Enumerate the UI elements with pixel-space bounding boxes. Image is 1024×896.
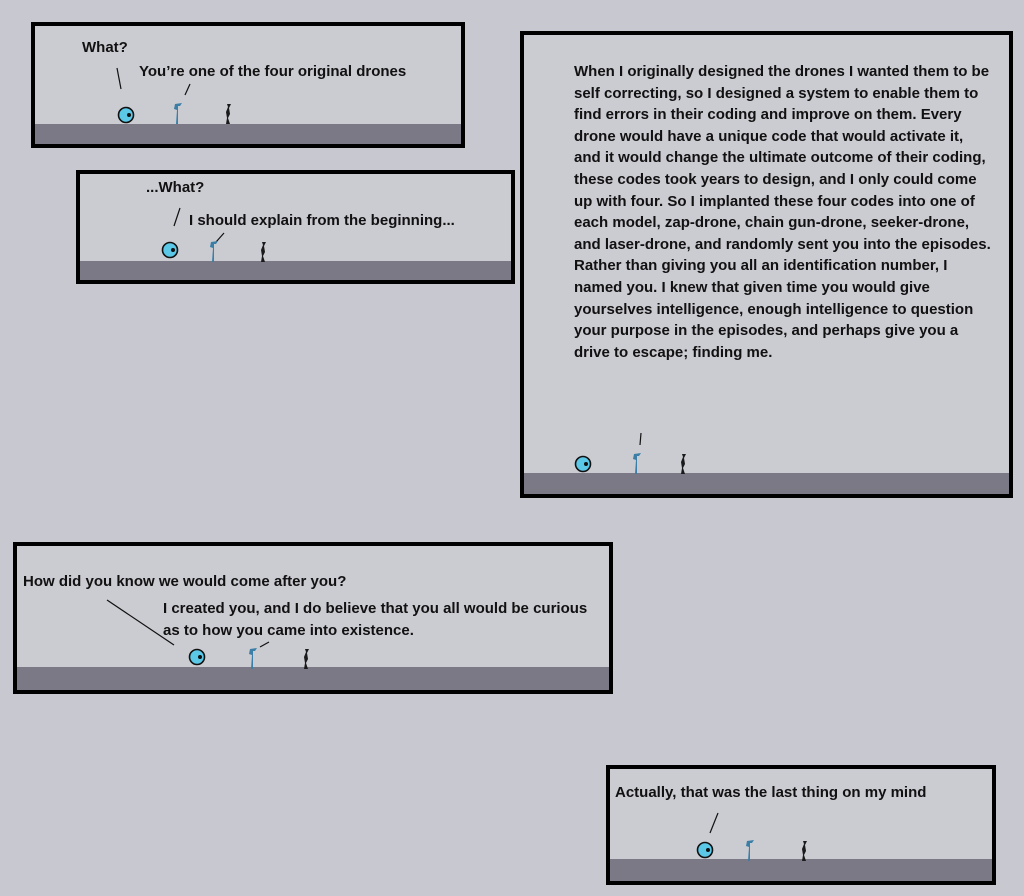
speech-monologue: When I originally designed the drones I wanted them to be self correcting, so I designed a system to enable them to find errors in their coding and improve on them. Every drone would have a unique code that would activate it, and it would change the ultimate outcome of their coding, these codes took years to design, and I only could come up with four. So I implanted these four codes into one of each model, zap-drone, chain gun-drone, seeker-drone, and laser-drone, and randomly sent you into the episodes. Rather than giving you all an identification number, I named you. I knew that given time you would give yourselves intelligence, enough intelligence to question your purpose in the episodes, and perhaps give you a drive to escape; finding me.	[574, 63, 991, 361]
speech-pointer	[35, 26, 465, 148]
speech-pointer	[80, 174, 515, 284]
speech-pointer	[524, 35, 1013, 498]
speech-explain: I should explain from the beginning...	[189, 212, 455, 229]
comic-panel-3	[520, 31, 1013, 498]
dark-figure-icon	[258, 240, 268, 264]
orb-drone-icon	[160, 240, 180, 260]
comic-panel-4	[13, 542, 613, 694]
speech-original-drones: You’re one of the four original drones	[139, 63, 407, 80]
comic-panel-1	[31, 22, 465, 148]
orb-drone-icon	[695, 840, 715, 860]
speech-reply: Actually, that was the last thing on my mind	[615, 784, 927, 801]
blue-figure-icon	[171, 102, 185, 126]
blue-figure-icon	[743, 839, 757, 863]
orb-drone-icon	[187, 647, 207, 667]
orb-drone-icon	[116, 105, 136, 125]
dark-figure-icon	[301, 647, 311, 671]
blue-figure-icon	[246, 647, 260, 671]
comic-panel-2	[76, 170, 515, 284]
blue-figure-icon	[630, 452, 644, 476]
blue-figure-icon	[207, 240, 221, 264]
dark-figure-icon	[678, 452, 688, 476]
speech-what: ...What?	[146, 179, 205, 196]
comic-panel-5	[606, 765, 996, 885]
speech-pointer	[17, 546, 613, 694]
speech-answer: I created you, and I do believe that you all would be curious as to how you came into existence.	[163, 600, 588, 639]
speech-question: How did you know we would come after you?	[23, 573, 347, 590]
orb-drone-icon	[573, 454, 593, 474]
dark-figure-icon	[799, 839, 809, 863]
speech-what: What?	[82, 39, 128, 56]
speech-pointer	[610, 769, 996, 885]
dark-figure-icon	[223, 102, 233, 126]
